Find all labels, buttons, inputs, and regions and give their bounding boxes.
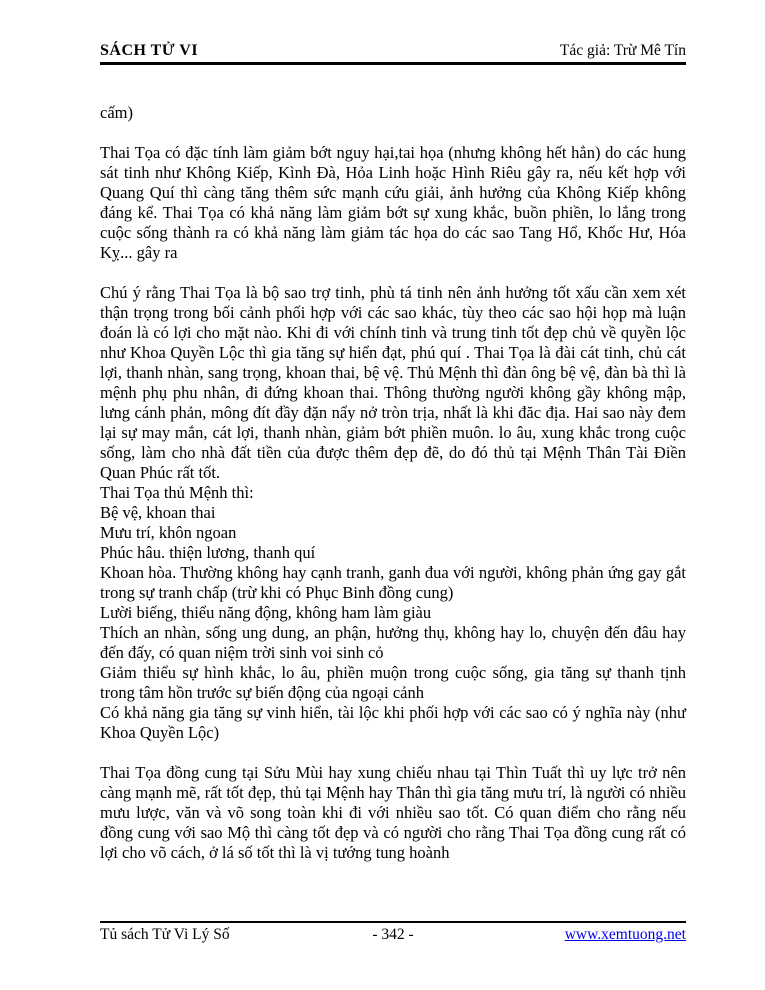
list-item: Khoan hòa. Thường không hay cạnh tranh, ganh đua với người, không phản ứng gay gắt trong sự tranh chấp (trừ khi có Phục Binh đồng cung) [100,563,686,602]
page-footer [100,921,686,944]
header-rule [100,62,686,65]
paragraph: Thai Tọa có đặc tính làm giảm bớt nguy hại,tai họa (nhưng không hết hẳn) do các hung sát tinh như Không Kiếp, Kình Đà, Hỏa Linh hoặc Hình Riêu gây ra, nếu kết hợp với Quang Quí thì càng tăng thêm sức mạnh cứu giải, ảnh hưởng của Không Kiếp không đáng kể. Thai Tọa có khả năng làm giảm bớt sự xung khắc, buồn phiền, lo lắng trong cuộc sống thành ra có khả năng làm giảm tác họa do các sao Tang Hổ, Khốc Hư, Hóa Kỵ... gây ra [100,143,686,262]
list-item: Giảm thiểu sự hình khắc, lo âu, phiền muộn trong cuộc sống, gia tăng sự thanh tịnh trong tâm hồn trước sự biến động của ngoại cảnh [100,663,686,702]
footer-series-title: Tủ sách Tử Vi Lý Số [100,926,230,943]
list-item: Thích an nhàn, sống ung dung, an phận, hưởng thụ, không hay lo, chuyện đến đâu hay đến đấy, có quan niệm trời sinh voi sinh cỏ [100,623,686,662]
list-item: Có khả năng gia tăng sự vinh hiển, tài lộc khi phối hợp với các sao có ý nghĩa này (như Khoa Quyền Lộc) [100,703,686,742]
footer-page-number: - 342 - [372,926,414,943]
list-item: Bệ vệ, khoan thai [100,503,216,522]
book-title: SÁCH TỬ VI [100,42,199,59]
footer-rule [100,921,686,923]
paragraph: Chú ý rằng Thai Tọa là bộ sao trợ tinh, phù tá tinh nên ảnh hưởng tốt xấu cần xem xét thận trọng trong bối cảnh phối hợp với các sao khác, tùy theo các sao hội họp mà luận đoán là có lợi cho mặt nào. Khi đi với chính tinh và trung tinh tốt đẹp chủ về quyền lộc như Khoa Quyền Lộc thì gia tăng sự hiển đạt, phú quí . Thai Tọa là đài cát tinh, chủ cát lợi, thanh nhàn, sang trọng, khoan thai, bệ vệ. Thủ Mệnh thì đàn ông bệ vệ, đàn bà thì là mệnh phụ phu nhân, đi đứng khoan thai. Thông thường người không gầy không mập, lưng cánh phản, mông đít đầy đặn nẩy nở tròn trịa, nhất là khi đăc địa. Hai sao này đem lại sự may mắn, cát lợi, thanh nhàn, giảm bớt phiền muôn. lo âu, xung khắc trong cuộc sống, làm cho nhà đất tiền của được thêm đẹp đẽ, do đó thủ tại Mệnh Thân Tài Điền Quan Phúc rất tốt. [100,283,686,482]
author-credit: Tác giả: Trừ Mê Tín [559,42,686,59]
list-item: Lười biếng, thiểu năng động, không ham làm giàu [100,603,432,622]
paragraph: cấm) [100,103,133,122]
list-item: Phúc hâu. thiện lương, thanh quí [100,543,316,562]
paragraph: Thai Tọa đồng cung tại Sửu Mùi hay xung chiếu nhau tại Thìn Tuất thì uy lực trở nên càng mạnh mẽ, rất tốt đẹp, thủ tại Mệnh hay Thân thì gia tăng mưu trí, là người có nhiều mưu lược, văn và võ song toàn khi đi với nhiều sao tốt. Có quan điểm cho rằng nếu đồng cung với sao Mộ thì càng tốt đẹp và có người cho rằng Thai Tọa đồng cung rất có lợi cho võ cách, ở lá số tốt thì là vị tướng tung hoành [100,763,686,862]
document-body [100,103,686,863]
list-item: Mưu trí, khôn ngoan [100,523,237,542]
paragraph: Thai Tọa thủ Mệnh thì: [100,483,254,502]
footer-website-link[interactable]: www.xemtuong.net [564,926,686,943]
page-header [100,42,686,65]
